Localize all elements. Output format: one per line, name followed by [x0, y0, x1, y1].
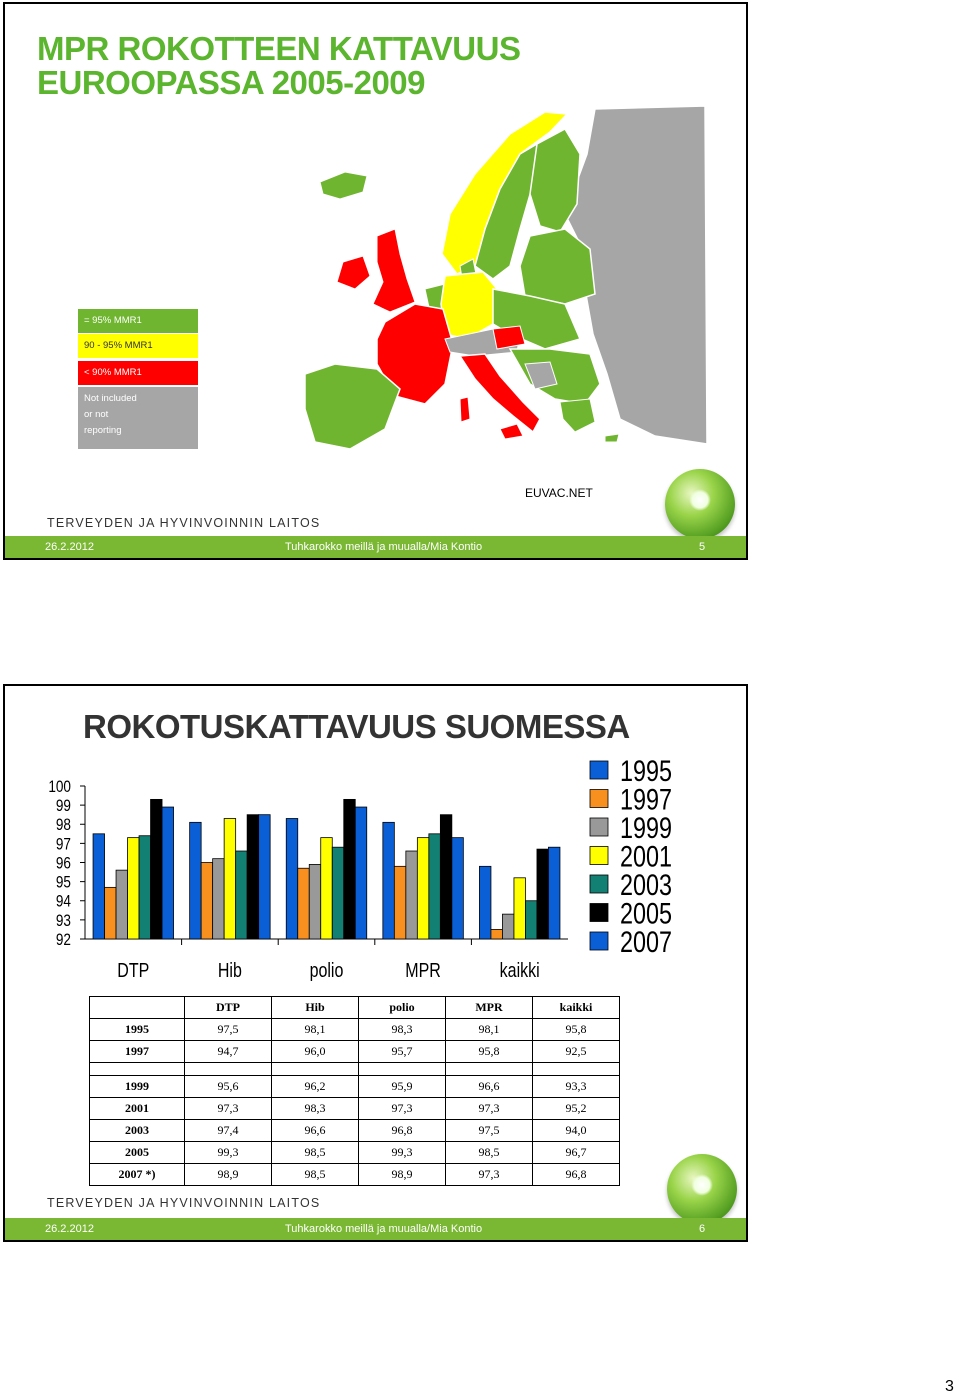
- bar: [139, 836, 151, 939]
- table-row: [90, 1041, 620, 1063]
- table-cell: 98,3: [272, 1098, 359, 1120]
- footer-page: 5: [699, 541, 706, 553]
- bar: [355, 807, 367, 939]
- y-tick-label: 95: [55, 873, 71, 893]
- bar: [309, 864, 321, 939]
- legend-label: 2003: [620, 868, 673, 902]
- legend-mid: 90 - 95% MMR1: [78, 334, 198, 358]
- legend-not-reporting-line1: Not included: [84, 393, 137, 404]
- thl-globe-logo: [665, 469, 735, 539]
- row-label: 2003: [90, 1120, 185, 1142]
- table-cell: 99,3: [359, 1142, 446, 1164]
- bar: [128, 838, 140, 939]
- footer-date: 26.2.2012: [45, 1223, 94, 1235]
- europe-coverage-map: [5, 4, 748, 560]
- legend-swatch: [590, 932, 608, 950]
- table-cell: 98,9: [359, 1164, 446, 1186]
- org-name: TERVEYDEN JA HYVINVOINNIN LAITOS: [47, 516, 321, 530]
- table-cell: 98,3: [359, 1019, 446, 1041]
- table-cell: 94,0: [533, 1120, 620, 1142]
- legend-not-reporting-line2: or not: [84, 409, 109, 420]
- chart-title: ROKOTUSKATTAVUUS SUOMESSA: [83, 708, 630, 745]
- coverage-bar-chart: [5, 686, 748, 986]
- table-corner: [90, 997, 185, 1019]
- bar: [116, 870, 128, 939]
- table-cell: 96,7: [533, 1142, 620, 1164]
- table-cell: 96,6: [446, 1076, 533, 1098]
- row-label: 2001: [90, 1098, 185, 1120]
- bar: [298, 868, 310, 939]
- legend-label: 1995: [620, 754, 673, 788]
- table-header-row: [90, 997, 620, 1019]
- x-category-label: kaikki: [499, 959, 540, 982]
- x-category-label: MPR: [405, 959, 441, 982]
- table-header: Hib: [272, 997, 359, 1019]
- y-tick-label: 96: [55, 854, 71, 873]
- legend-swatch: [590, 790, 608, 808]
- gap-cell: [185, 1063, 272, 1076]
- source-label: EUVAC.NET: [525, 486, 593, 500]
- table-cell: 98,1: [446, 1019, 533, 1041]
- legend-label: 1997: [620, 782, 673, 817]
- map-region-sicily: [500, 424, 523, 439]
- y-tick-label: 94: [55, 892, 71, 912]
- bar: [479, 866, 491, 939]
- legend-label: 1999: [620, 811, 673, 845]
- legend-high: = 95% MMR1: [78, 309, 198, 333]
- table-cell: 96,6: [272, 1120, 359, 1142]
- legend-swatch: [590, 818, 608, 836]
- bar: [440, 815, 452, 939]
- row-label: 2005: [90, 1142, 185, 1164]
- bar: [224, 819, 236, 939]
- bar: [332, 847, 344, 939]
- legend-label: 2007: [620, 925, 673, 959]
- table-cell: 99,3: [185, 1142, 272, 1164]
- slide-title-line1: MPR ROKOTTEEN KATTAVUUS: [37, 30, 521, 67]
- slide-vaccination-finland: [3, 684, 748, 1242]
- table-header: DTP: [185, 997, 272, 1019]
- table-cell: 96,0: [272, 1041, 359, 1063]
- bar: [452, 838, 464, 939]
- slide-title-line2: EUROOPASSA 2005-2009: [37, 64, 426, 101]
- table-cell: 93,3: [533, 1076, 620, 1098]
- x-category-label: DTP: [117, 959, 150, 982]
- legend-swatch: [590, 847, 608, 865]
- bar: [213, 859, 225, 939]
- table-cell: 95,2: [533, 1098, 620, 1120]
- row-label: 1999: [90, 1076, 185, 1098]
- table-row: [90, 1098, 620, 1120]
- slide-mpr-europe: [3, 2, 748, 560]
- y-tick-label: 100: [48, 777, 71, 797]
- table-row: [90, 1142, 620, 1164]
- map-region-iceland: [320, 172, 367, 199]
- bar: [537, 849, 549, 939]
- table-cell: 92,5: [533, 1041, 620, 1063]
- footer-author: Tuhkarokko meillä ja muualla/Mia Kontio: [285, 541, 483, 553]
- table-row: [90, 1120, 620, 1142]
- table-cell: 98,5: [272, 1164, 359, 1186]
- table-cell: 97,5: [446, 1120, 533, 1142]
- bar: [247, 815, 259, 939]
- table-cell: 98,5: [272, 1142, 359, 1164]
- y-tick-label: 98: [55, 815, 71, 835]
- bar: [417, 838, 429, 939]
- bar: [394, 866, 406, 939]
- map-region-greece: [560, 399, 595, 432]
- footer-author: Tuhkarokko meillä ja muualla/Mia Kontio: [285, 1223, 483, 1235]
- bar: [259, 815, 271, 939]
- map-region-cyprus: [605, 434, 619, 442]
- row-label: 1997: [90, 1041, 185, 1063]
- page-number: 3: [945, 1378, 954, 1395]
- legend-low: < 90% MMR1: [78, 361, 198, 385]
- x-category-label: Hib: [217, 959, 242, 982]
- table-cell: 98,5: [446, 1142, 533, 1164]
- bar: [236, 851, 248, 939]
- bar: [93, 834, 105, 939]
- table-header: polio: [359, 997, 446, 1019]
- table-cell: 97,3: [446, 1164, 533, 1186]
- table-cell: 95,8: [533, 1019, 620, 1041]
- table-cell: 95,7: [359, 1041, 446, 1063]
- map-region-iberia: [305, 364, 400, 449]
- bar: [406, 851, 418, 939]
- table-cell: 98,9: [185, 1164, 272, 1186]
- table-header: MPR: [446, 997, 533, 1019]
- gap-cell: [533, 1063, 620, 1076]
- legend-swatch: [590, 761, 608, 779]
- table-cell: 97,4: [185, 1120, 272, 1142]
- legend-swatch: [590, 875, 608, 893]
- gap-cell: [272, 1063, 359, 1076]
- org-name: TERVEYDEN JA HYVINVOINNIN LAITOS: [47, 1196, 321, 1210]
- table-cell: 97,5: [185, 1019, 272, 1041]
- bar: [525, 901, 537, 939]
- map-region-uk: [373, 229, 415, 312]
- bar: [321, 838, 333, 939]
- legend-label: 2005: [620, 896, 673, 931]
- table-cell: 96,2: [272, 1076, 359, 1098]
- slide-footer: [5, 1218, 746, 1240]
- row-label: 2007 *): [90, 1164, 185, 1186]
- map-region-sardinia: [460, 397, 470, 422]
- bar: [105, 887, 117, 939]
- bar: [201, 863, 213, 940]
- footer-date: 26.2.2012: [45, 541, 94, 553]
- legend-not-reporting-line3: reporting: [84, 425, 122, 436]
- footer-page: 6: [699, 1223, 706, 1235]
- table-gap-row: [90, 1063, 620, 1076]
- y-tick-label: 93: [55, 911, 71, 931]
- table-cell: 96,8: [533, 1164, 620, 1186]
- bar: [491, 929, 503, 939]
- table-row: [90, 1019, 620, 1041]
- table-cell: 95,9: [359, 1076, 446, 1098]
- y-tick-label: 97: [55, 835, 71, 854]
- table-header: kaikki: [533, 997, 620, 1019]
- table-cell: 94,7: [185, 1041, 272, 1063]
- bar: [383, 822, 395, 939]
- table-cell: 95,6: [185, 1076, 272, 1098]
- bar: [548, 847, 560, 939]
- bar: [429, 834, 441, 939]
- y-tick-label: 92: [55, 930, 71, 950]
- coverage-table: [89, 996, 620, 1186]
- table-row: [90, 1076, 620, 1098]
- x-category-label: polio: [309, 959, 344, 982]
- bar: [344, 799, 356, 939]
- table-cell: 97,3: [185, 1098, 272, 1120]
- legend-swatch: [590, 904, 608, 922]
- y-tick-label: 99: [55, 796, 71, 816]
- legend-label: 2001: [620, 839, 673, 874]
- table-cell: 97,3: [359, 1098, 446, 1120]
- table-cell: 96,8: [359, 1120, 446, 1142]
- table-cell: 95,8: [446, 1041, 533, 1063]
- bar: [190, 822, 202, 939]
- table-row: [90, 1164, 620, 1186]
- row-label: 1995: [90, 1019, 185, 1041]
- thl-globe-logo: [667, 1154, 737, 1224]
- table-cell: 97,3: [446, 1098, 533, 1120]
- bar: [162, 807, 174, 939]
- bar: [514, 878, 526, 939]
- bar: [151, 799, 163, 939]
- bar: [286, 819, 298, 939]
- map-region-ireland: [337, 256, 370, 289]
- table-cell: 98,1: [272, 1019, 359, 1041]
- gap-cell: [90, 1063, 185, 1076]
- gap-cell: [359, 1063, 446, 1076]
- slide-footer: [5, 536, 746, 558]
- gap-cell: [446, 1063, 533, 1076]
- map-region-austria: [493, 326, 525, 349]
- bar: [502, 914, 514, 939]
- legend-not-reporting: [78, 387, 198, 449]
